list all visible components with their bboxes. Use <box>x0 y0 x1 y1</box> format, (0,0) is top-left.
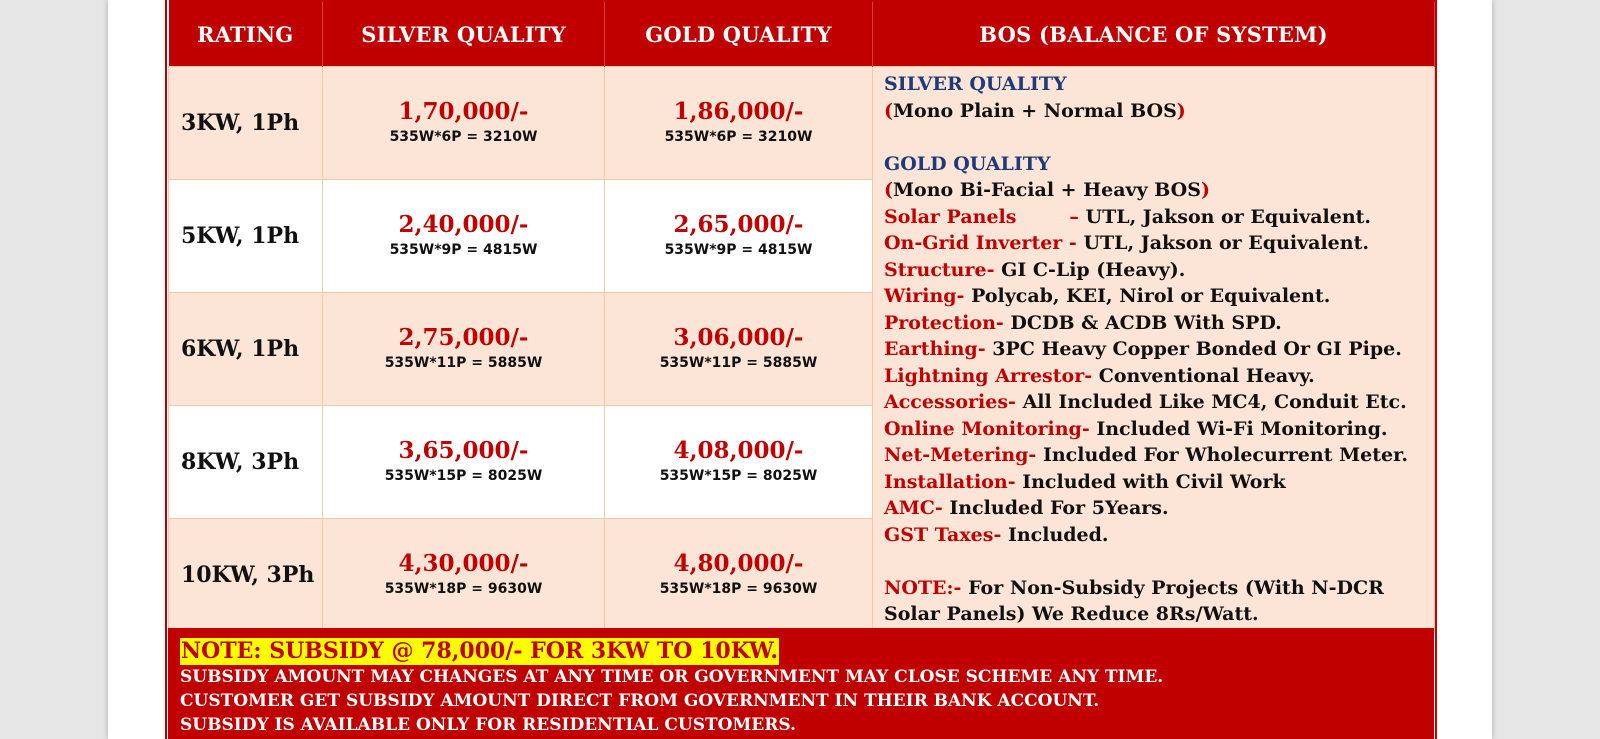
bos-item <box>884 442 1426 469</box>
bos-item-label: Solar Panels – <box>884 205 1079 228</box>
bos-item <box>884 257 1426 284</box>
bos-item-value: Polycab, KEI, Nirol or Equivalent. <box>971 285 1331 307</box>
table-header-row <box>169 1 1435 67</box>
silver-panel-config: 535W*6P = 3210W <box>389 129 538 145</box>
silver-price: 2,40,000/- <box>398 211 529 238</box>
bos-item <box>884 469 1426 496</box>
bos-item-label: GST Taxes- <box>884 523 1002 546</box>
bos-item-value: UTL, Jakson or Equivalent. <box>1083 232 1369 254</box>
bos-item-value: GI C-Lip (Heavy). <box>1001 258 1186 281</box>
gold-price: 4,80,000/- <box>673 550 804 577</box>
bos-gold-desc: Mono Bi-Facial + Heavy BOS <box>893 179 1201 201</box>
bos-silver-desc-line: (Mono Plain + Normal BOS) <box>884 99 1186 122</box>
rating-cell: 5KW, 1Ph <box>169 180 323 293</box>
bos-item-value: DCDB & ACDB With SPD. <box>1010 311 1282 334</box>
bos-gold-heading: GOLD QUALITY <box>884 152 1051 175</box>
bos-note-line1: For Non-Subsidy Projects (With N-DCR <box>968 576 1384 599</box>
bos-note <box>884 575 1426 602</box>
silver-price: 1,70,000/- <box>398 98 529 125</box>
bos-item-value: All Included Like MC4, Conduit Etc. <box>1022 391 1407 413</box>
header-rating: RATING <box>169 1 323 67</box>
bos-gold-desc-line: (Mono Bi-Facial + Heavy BOS) <box>884 179 1210 201</box>
gold-price: 3,06,000/- <box>673 324 804 351</box>
bos-note-line2: Solar Panels) We Reduce 8Rs/Watt. <box>884 603 1259 625</box>
silver-price-cell <box>323 180 605 293</box>
gold-panel-config: 535W*11P = 5885W <box>659 355 818 371</box>
silver-price-cell <box>323 67 605 180</box>
bos-item <box>884 416 1426 443</box>
gold-panel-config: 535W*15P = 8025W <box>659 468 818 484</box>
bos-silver-heading: SILVER QUALITY <box>884 73 1067 95</box>
bos-item-value: Included Wi-Fi Monitoring. <box>1096 417 1388 440</box>
bos-item-label: Lightning Arrestor- <box>884 364 1093 387</box>
silver-price: 2,75,000/- <box>398 324 529 351</box>
bos-item <box>884 522 1426 549</box>
bos-item-value: Included with Civil Work <box>1022 470 1286 493</box>
silver-panel-config: 535W*15P = 8025W <box>384 468 543 484</box>
bos-item-value: Included. <box>1007 523 1109 546</box>
bos-item <box>884 363 1426 390</box>
bos-item-value: Included For 5Years. <box>949 497 1169 519</box>
gold-price-cell <box>605 519 873 632</box>
gold-price-cell <box>605 406 873 519</box>
gold-price-cell <box>605 180 873 293</box>
rating-cell: 6KW, 1Ph <box>169 293 323 406</box>
bos-silver-desc: Mono Plain + Normal BOS <box>893 99 1177 122</box>
rating-cell: 3KW, 1Ph <box>169 67 323 180</box>
header-gold-quality: GOLD QUALITY <box>605 1 873 67</box>
subsidy-note-title: NOTE: SUBSIDY @ 78,000/- FOR 3KW TO 10KW. <box>181 638 778 664</box>
bos-note-label: NOTE:- <box>884 576 962 599</box>
bos-item <box>884 230 1426 257</box>
bos-item <box>884 283 1426 310</box>
silver-price: 3,65,000/- <box>398 437 529 464</box>
subsidy-footer <box>168 628 1434 739</box>
bos-item-value: UTL, Jakson or Equivalent. <box>1085 205 1372 228</box>
bos-details-cell <box>873 67 1435 632</box>
silver-panel-config: 535W*9P = 4815W <box>389 242 538 258</box>
silver-panel-config: 535W*11P = 5885W <box>384 355 543 371</box>
silver-panel-config: 535W*18P = 9630W <box>384 581 543 597</box>
gold-price: 4,08,000/- <box>673 437 804 464</box>
bos-item <box>884 336 1426 363</box>
bos-item-label: Accessories- <box>884 391 1016 413</box>
bos-item-label: Wiring- <box>884 285 965 307</box>
bos-item <box>884 204 1426 231</box>
table-row <box>169 67 1435 180</box>
silver-price-cell <box>323 293 605 406</box>
bos-item-label: Net-Metering- <box>884 444 1037 466</box>
silver-price-cell <box>323 406 605 519</box>
silver-price-cell <box>323 519 605 632</box>
bos-item <box>884 495 1426 522</box>
header-silver-quality: SILVER QUALITY <box>323 1 605 67</box>
bos-item-value: Included For Wholecurrent Meter. <box>1042 444 1408 466</box>
gold-panel-config: 535W*6P = 3210W <box>664 129 813 145</box>
bos-item-label: Structure- <box>884 258 995 281</box>
subsidy-note-line: SUBSIDY AMOUNT MAY CHANGES AT ANY TIME OR GOVERNMENT MAY CLOSE SCHEME ANY TIME. <box>180 667 1164 687</box>
bos-item-label: Protection- <box>884 311 1004 334</box>
gold-price: 2,65,000/- <box>673 211 804 238</box>
header-bos: BOS (BALANCE OF SYSTEM) <box>873 1 1435 67</box>
gold-price-cell <box>605 67 873 180</box>
bos-item-value: 3PC Heavy Copper Bonded Or GI Pipe. <box>992 338 1402 360</box>
bos-item-label: AMC- <box>884 497 943 519</box>
bos-item-value: Conventional Heavy. <box>1098 364 1315 387</box>
gold-price-cell <box>605 293 873 406</box>
bos-item-label: On-Grid Inverter - <box>884 232 1077 254</box>
bos-item-label: Earthing- <box>884 338 986 360</box>
rating-cell: 8KW, 3Ph <box>169 406 323 519</box>
bos-item <box>884 310 1426 337</box>
bos-item-label: Installation- <box>884 470 1016 493</box>
gold-panel-config: 535W*9P = 4815W <box>664 242 813 258</box>
silver-price: 4,30,000/- <box>398 550 529 577</box>
subsidy-note-line: CUSTOMER GET SUBSIDY AMOUNT DIRECT FROM GOVERNMENT IN THEIR BANK ACCOUNT. <box>180 691 1100 711</box>
bos-item-label: Online Monitoring- <box>884 417 1090 440</box>
bos-item <box>884 389 1426 416</box>
rating-cell: 10KW, 3Ph <box>169 519 323 632</box>
price-table <box>168 0 1435 632</box>
subsidy-note-line: SUBSIDY IS AVAILABLE ONLY FOR RESIDENTIAL CUSTOMERS. <box>180 715 796 735</box>
gold-panel-config: 535W*18P = 9630W <box>659 581 818 597</box>
document-page <box>108 0 1492 739</box>
gold-price: 1,86,000/- <box>673 98 804 125</box>
